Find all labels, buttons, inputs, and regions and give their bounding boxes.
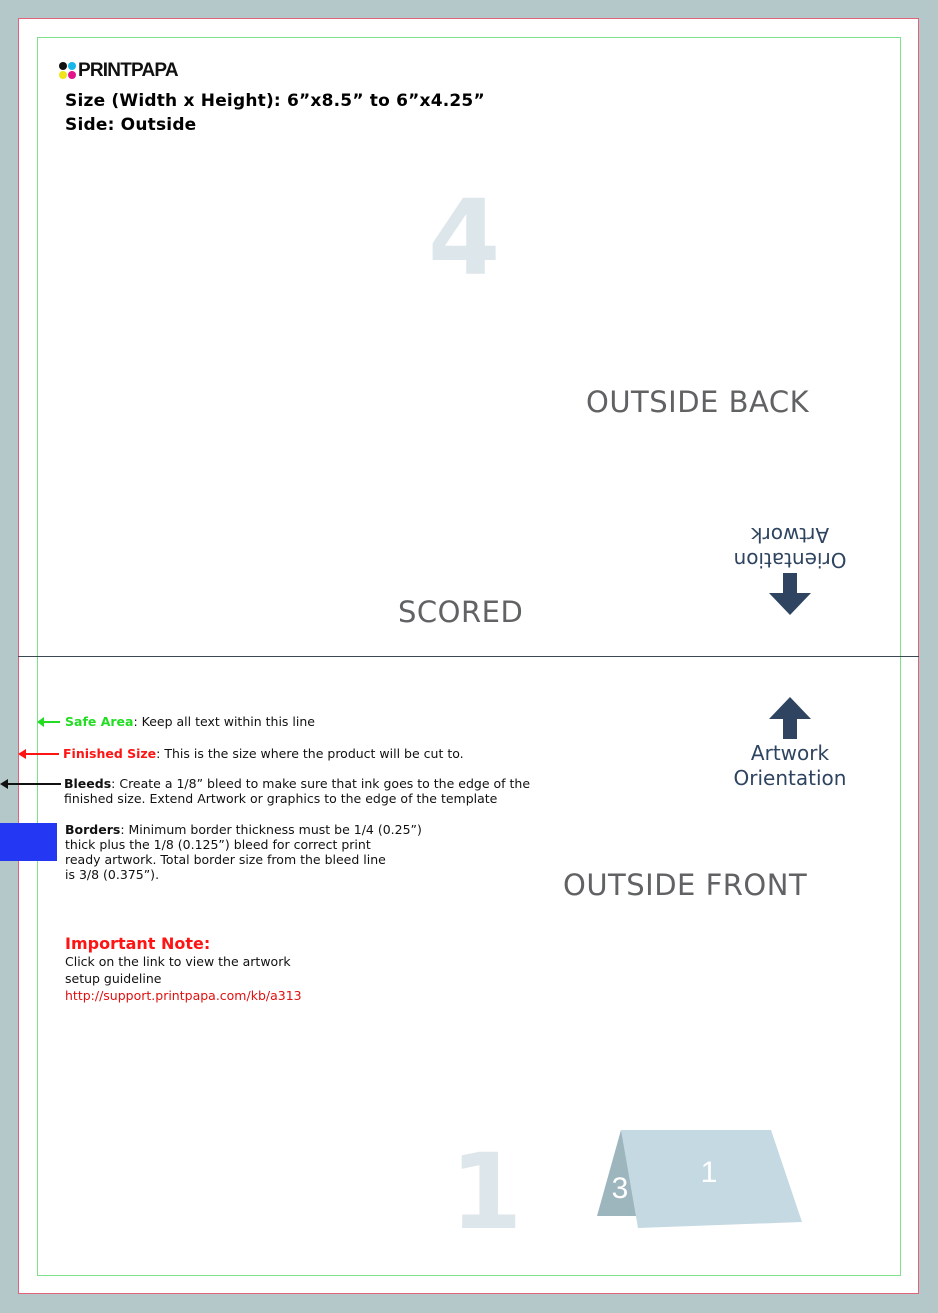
legend-finished-size <box>63 746 464 761</box>
legend-borders <box>65 822 422 882</box>
outside-back-label: OUTSIDE BACK <box>586 385 810 419</box>
scored-label: SCORED <box>398 595 524 629</box>
logo-text: PRINTPAPA <box>78 60 178 81</box>
panel-number-back: 4 <box>428 177 501 299</box>
legend-finished-size-term: Finished Size <box>63 746 157 761</box>
logo-dots-icon <box>58 60 78 82</box>
orientation-line-1: Artwork <box>750 741 830 765</box>
orientation-label <box>720 741 860 791</box>
important-note-title: Important Note: <box>65 934 211 953</box>
bleeds-arrow-icon <box>0 778 62 790</box>
important-note-line-1: Click on the link to view the artwork <box>65 954 291 969</box>
legend-bleeds-line-2: finished size. Extend Artwork or graphics to the edge of the template <box>64 791 498 806</box>
orientation-label-upside-down <box>720 522 860 572</box>
legend-safe-area <box>65 714 315 729</box>
orientation-line-1: Artwork <box>750 523 830 547</box>
border-swatch <box>0 823 57 861</box>
guideline-link[interactable]: http://support.printpapa.com/kb/a313 <box>65 988 302 1003</box>
diagram-back-number: 3 <box>611 1172 629 1205</box>
legend-bleeds-term: Bleeds <box>64 776 112 791</box>
legend-finished-size-text: : This is the size where the product will be cut to. <box>156 746 464 761</box>
safe-area-arrow-icon <box>37 716 61 728</box>
orientation-line-2: Orientation <box>733 548 847 572</box>
legend-safe-area-term: Safe Area <box>65 714 134 729</box>
outside-front-label: OUTSIDE FRONT <box>563 868 808 902</box>
arrow-down-icon <box>768 573 812 616</box>
panel-number-front: 1 <box>450 1131 523 1253</box>
legend-borders-term: Borders <box>65 822 121 837</box>
folded-card-diagram-icon <box>596 1128 806 1232</box>
legend-safe-area-text: : Keep all text within this line <box>133 714 315 729</box>
legend-borders-line-4: is 3/8 (0.375”). <box>65 867 160 882</box>
legend-bleeds <box>64 776 530 806</box>
arrow-up-icon <box>768 697 812 740</box>
orientation-line-2: Orientation <box>733 766 847 790</box>
legend-borders-line-1: : Minimum border thickness must be 1/4 (0.25”) <box>120 822 422 837</box>
important-note-body <box>65 953 291 987</box>
finished-size-arrow-icon <box>18 748 60 760</box>
legend-bleeds-line-1: : Create a 1/8” bleed to make sure that ink goes to the edge of the <box>111 776 531 791</box>
legend-borders-line-3: ready artwork. Total border size from the bleed line <box>65 852 386 867</box>
side-spec: Side: Outside <box>65 115 197 135</box>
diagram-front-number: 1 <box>700 1156 718 1189</box>
legend-borders-line-2: thick plus the 1/8 (0.125”) bleed for correct print <box>65 837 371 852</box>
important-note-line-2: setup guideline <box>65 971 162 986</box>
score-line <box>18 656 919 657</box>
size-spec: Size (Width x Height): 6”x8.5” to 6”x4.25” <box>65 91 485 111</box>
